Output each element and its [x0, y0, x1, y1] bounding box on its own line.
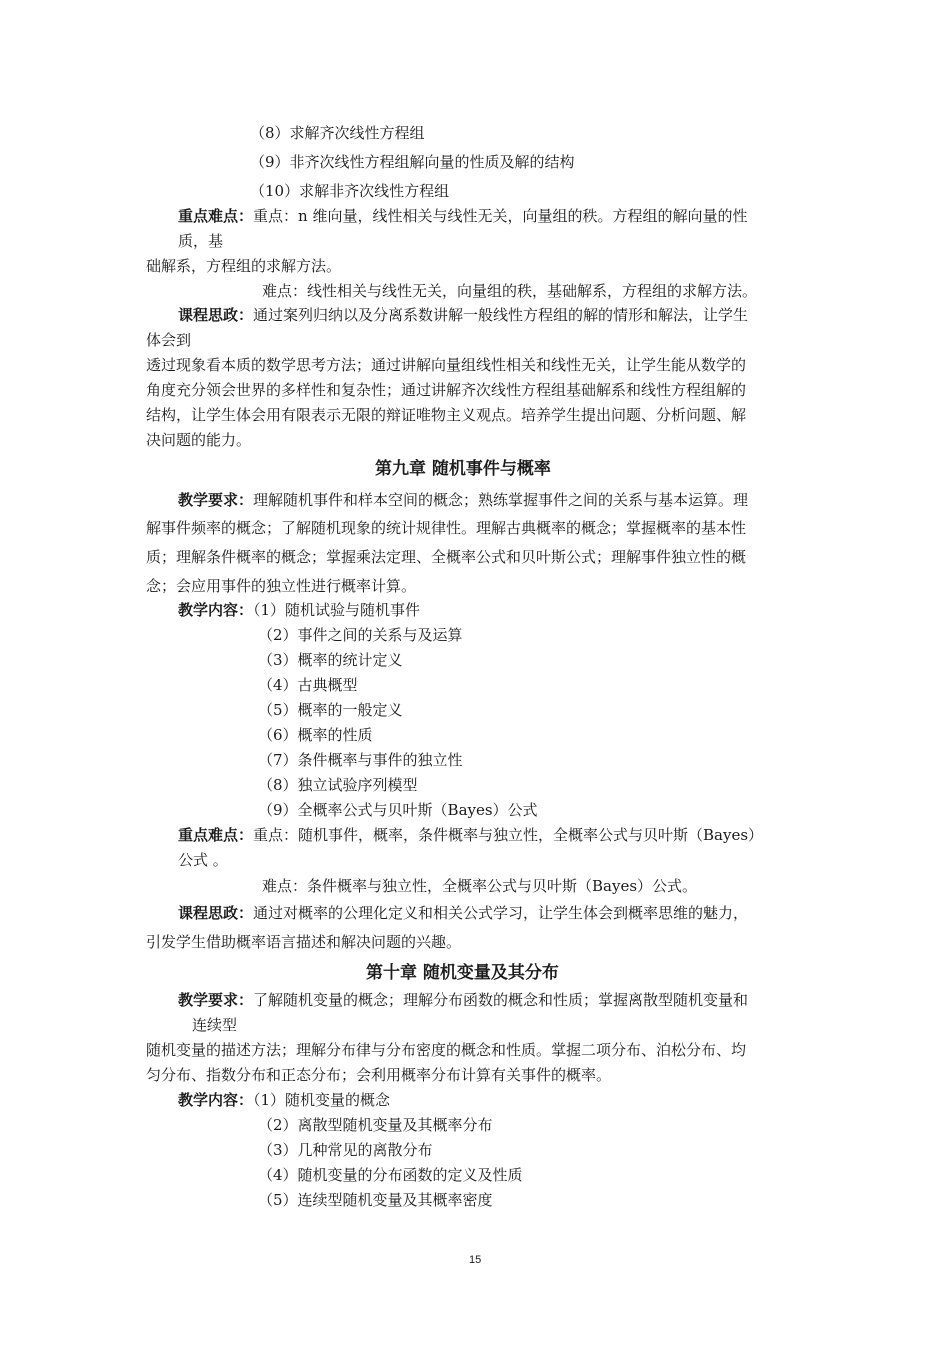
requirements-text: 连续型 [192, 1016, 238, 1034]
ideology-text: 透过现象看本质的数学思考方法；通过讲解向量组线性相关和线性无关，让学生能从数学的 [146, 356, 747, 374]
ideology-text: 角度充分领会世界的多样性和复杂性；通过讲解齐次线性方程组基础解系和线性方程组解的 [146, 381, 747, 399]
content-paragraph [178, 1090, 390, 1110]
requirements-text: 理解随机事件和样本空间的概念；熟练掌握事件之间的关系与基本运算。理 [253, 491, 749, 509]
content-item: （9）非齐次线性方程组解向量的性质及解的结构 [250, 153, 575, 171]
requirements-text: 了解随机变量的概念；理解分布函数的概念和性质；掌握离散型随机变量和 [253, 991, 749, 1009]
ideology-text: 结构，让学生体会用有限表示无限的辩证唯物主义观点。培养学生提出问题、分析问题、解 [146, 406, 747, 424]
requirements-text: 质；理解条件概率的概念；掌握乘法定理、全概率公式和贝叶斯公式；理解事件独立性的概 [146, 548, 747, 566]
ideology-text: 决问题的能力。 [146, 431, 252, 449]
content-item: （2）离散型随机变量及其概率分布 [258, 1116, 493, 1134]
content-item: （1）随机变量的概念 [253, 1091, 391, 1109]
ideology-text: 引发学生借助概率语言描述和解决问题的兴趣。 [146, 933, 462, 951]
chapter-title: 第九章 随机事件与概率 [375, 459, 551, 479]
content-item: （5）概率的一般定义 [258, 701, 403, 719]
content-item: （6）概率的性质 [258, 726, 373, 744]
ideology-paragraph [178, 305, 748, 325]
content-paragraph [178, 600, 420, 620]
content-label: 教学内容： [178, 1091, 254, 1109]
key-points-text: 重点：随机事件，概率，条件概率与独立性，全概率公式与贝叶斯（Bayes） [253, 826, 764, 844]
key-points-text: 重点：n 维向量，线性相关与线性无关，向量组的秩。方程组的解向量的性 [253, 207, 748, 225]
content-item: （9）全概率公式与贝叶斯（Bayes）公式 [258, 801, 538, 819]
key-points-paragraph [178, 825, 763, 845]
content-item: （3）概率的统计定义 [258, 651, 403, 669]
content-item: （4）随机变量的分布函数的定义及性质 [258, 1166, 523, 1184]
requirements-text: 解事件频率的概念；了解随机现象的统计规律性。理解古典概率的概念；掌握概率的基本性 [146, 519, 747, 537]
content-item: （8）求解齐次线性方程组 [250, 124, 425, 142]
page-number: 15 [469, 1254, 482, 1266]
content-item: （2）事件之间的关系与及运算 [258, 626, 463, 644]
key-points-text: 公式 。 [178, 851, 228, 869]
content-item: （10）求解非齐次线性方程组 [250, 182, 450, 200]
ideology-label: 课程思政： [178, 904, 254, 922]
difficult-points-text: 难点：条件概率与独立性，全概率公式与贝叶斯（Bayes）公式。 [262, 877, 698, 895]
key-points-label: 重点难点： [178, 207, 254, 225]
ideology-paragraph [178, 903, 748, 923]
requirements-text: 匀分布、指数分布和正态分布；会利用概率分布计算有关事件的概率。 [146, 1066, 612, 1084]
ideology-text: 通过对概率的公理化定义和相关公式学习，让学生体会到概率思维的魅力， [253, 904, 749, 922]
difficult-points-text: 难点：线性相关与线性无关，向量组的秩，基础解系，方程组的求解方法。 [262, 282, 758, 300]
content-label: 教学内容： [178, 601, 254, 619]
content-item: （4）古典概型 [258, 676, 358, 694]
content-item: （3）几种常见的离散分布 [258, 1141, 433, 1159]
requirements-label: 教学要求： [178, 491, 254, 509]
requirements-paragraph [178, 490, 748, 510]
content-item: （7）条件概率与事件的独立性 [258, 751, 463, 769]
content-item: （8）独立试验序列模型 [258, 776, 418, 794]
requirements-text: 念；会应用事件的独立性进行概率计算。 [146, 577, 417, 595]
requirements-label: 教学要求： [178, 991, 254, 1009]
key-points-text: 础解系，方程组的求解方法。 [146, 257, 342, 275]
content-item: （1）随机试验与随机事件 [253, 601, 421, 619]
ideology-label: 课程思政： [178, 306, 254, 324]
key-points-paragraph [178, 206, 747, 226]
ideology-text: 体会到 [146, 331, 192, 349]
ideology-text: 通过案列归纳以及分离系数讲解一般线性方程组的解的情形和解法，让学生 [253, 306, 749, 324]
content-item: （5）连续型随机变量及其概率密度 [258, 1191, 493, 1209]
chapter-title: 第十章 随机变量及其分布 [366, 963, 559, 983]
key-points-label: 重点难点： [178, 826, 254, 844]
key-points-text: 质，基 [178, 232, 224, 250]
requirements-text: 随机变量的描述方法；理解分布律与分布密度的概念和性质。掌握二项分布、泊松分布、均 [146, 1041, 747, 1059]
requirements-paragraph [178, 990, 748, 1010]
